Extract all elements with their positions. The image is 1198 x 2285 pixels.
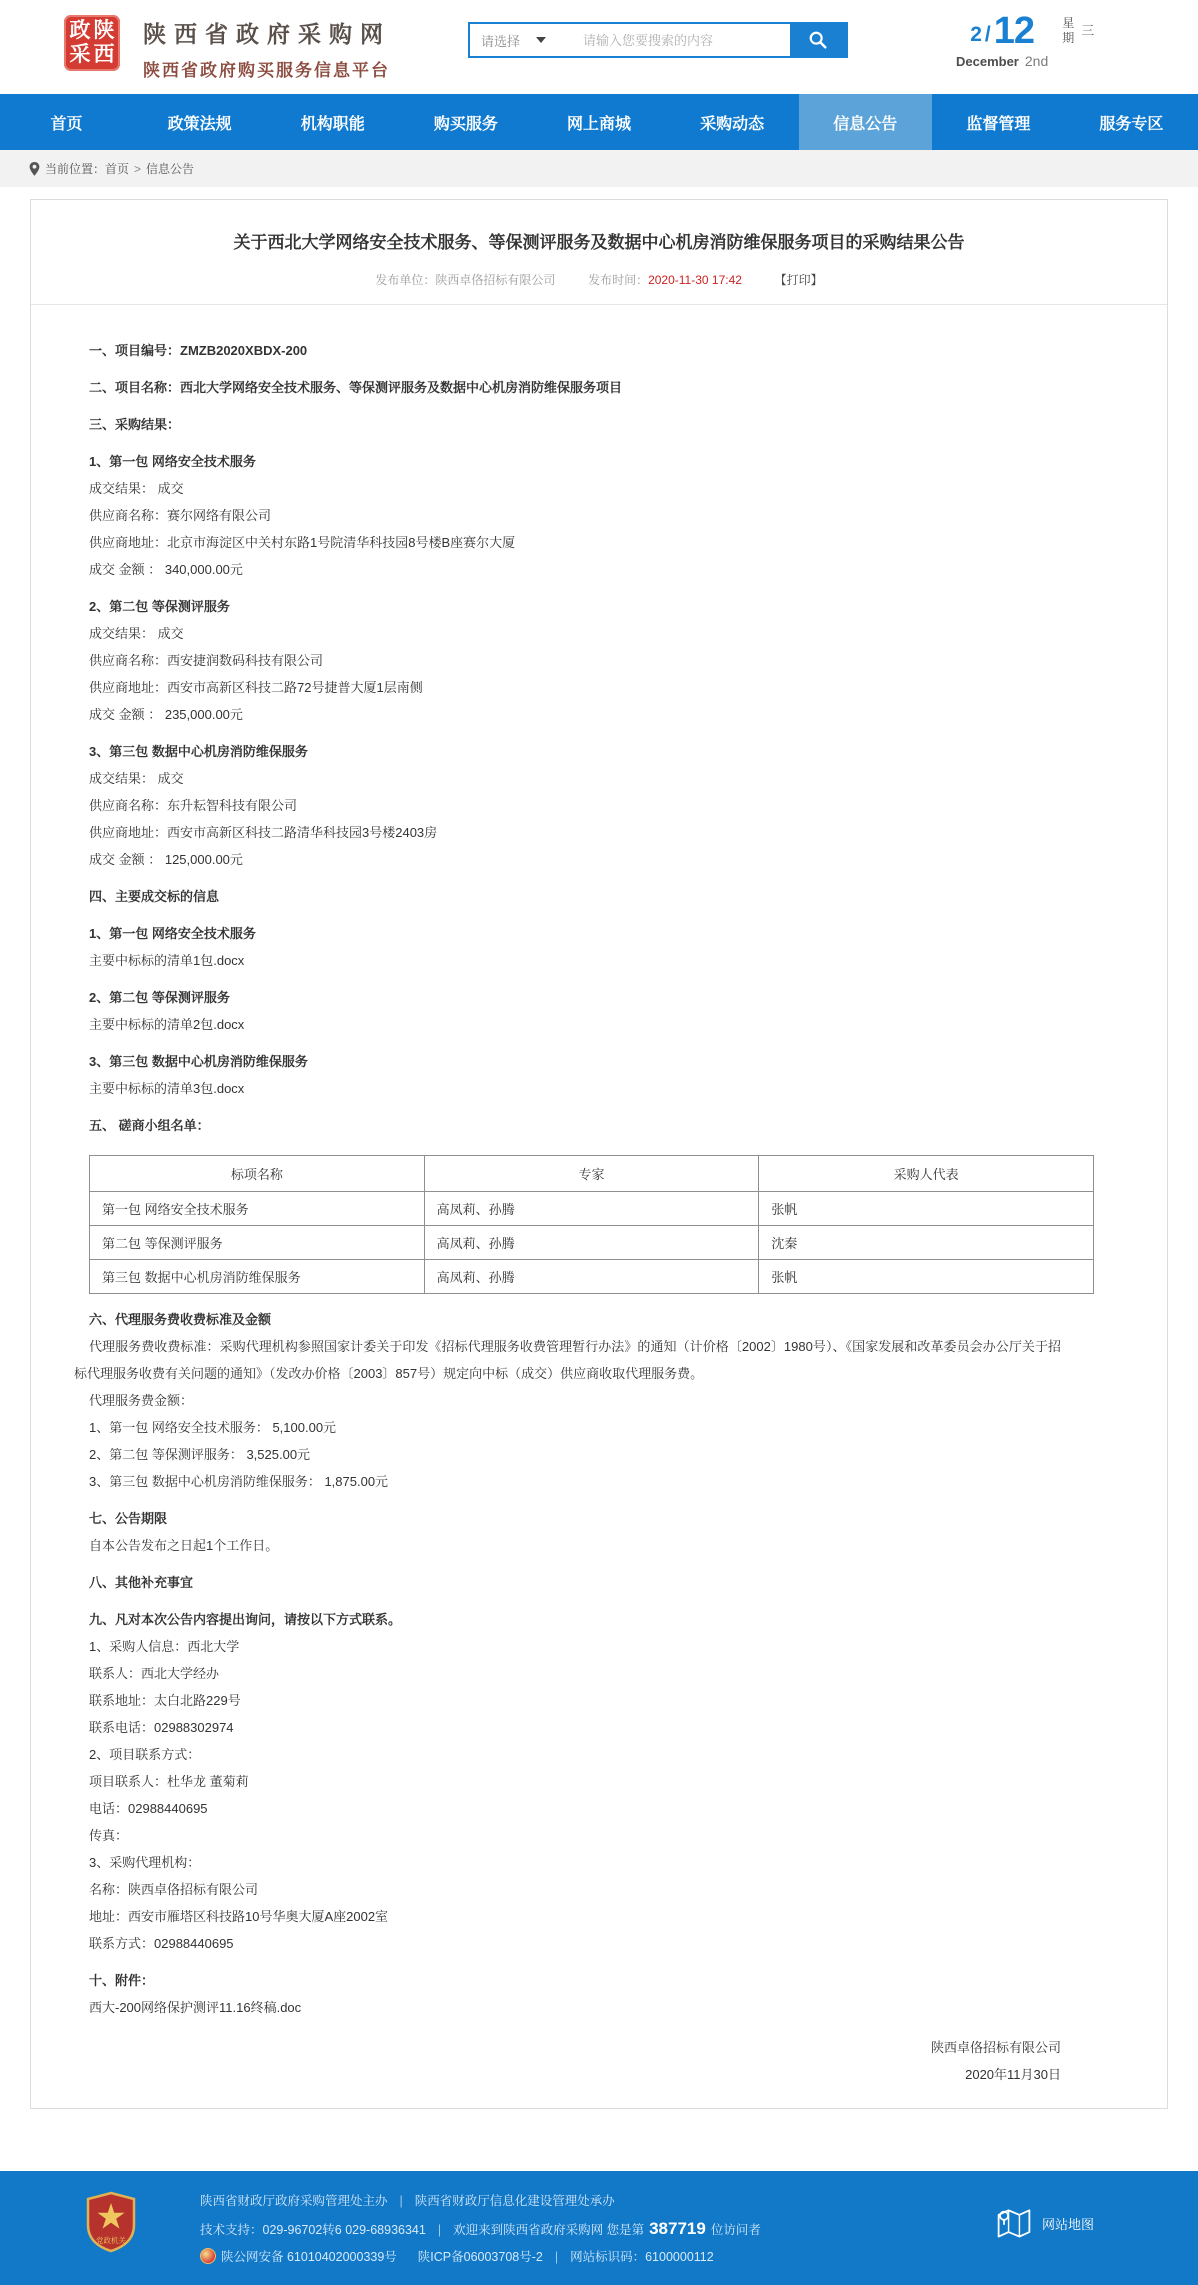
- article-section-after-table: [74, 1306, 1061, 2021]
- article-paragraph: 七、公告期限: [89, 1511, 168, 1526]
- article-paragraph: 地址：西安市雁塔区科技路10号华奥大厦A座2002室: [89, 1909, 389, 1924]
- nav-item[interactable]: [666, 94, 799, 150]
- police-filing-link[interactable]: 陕公网安备 61010402000339号: [221, 2250, 397, 2264]
- article-paragraph: 2、第二包 等保测评服务： 3,525.00元: [89, 1447, 311, 1462]
- nav-item-label: 信息公告: [833, 115, 898, 133]
- article-paragraph: 1、第一包 网络安全技术服务: [89, 926, 256, 941]
- footer-text: [200, 2188, 761, 2271]
- article-paragraph[interactable]: 西大-200网络保护测评11.16终稿.doc: [89, 2000, 302, 2015]
- article-paragraph: 成交 金额 ： 340,000.00元: [89, 562, 243, 577]
- article-paragraph: 联系人：西北大学经办: [89, 1666, 220, 1681]
- logo-char[interactable]: 政: [69, 19, 91, 42]
- table-row: [90, 1226, 1094, 1260]
- article-paragraph: 自本公告发布之日起1个工作日。: [89, 1538, 279, 1553]
- nav-item[interactable]: [1065, 94, 1198, 150]
- nav-item[interactable]: [0, 94, 133, 150]
- signature-date: 2020年11月30日: [965, 2067, 1061, 2082]
- police-badge-icon: [200, 2248, 216, 2264]
- article-paragraph: 2、第二包 等保测评服务: [89, 599, 230, 614]
- article-paragraph: 电话：02988440695: [89, 1801, 208, 1816]
- article-paragraph: 1、采购人信息：西北大学: [89, 1639, 240, 1654]
- print-button[interactable]: 【打印】: [774, 273, 823, 287]
- breadcrumb-current[interactable]: 信息公告: [146, 162, 195, 176]
- breadcrumb-home-link[interactable]: 首页: [105, 162, 130, 176]
- article-paragraph: 四、主要成交标的信息: [89, 889, 220, 904]
- search-box: [468, 22, 848, 58]
- date-slash: /: [984, 23, 991, 46]
- location-pin-icon: [29, 162, 40, 176]
- article-paragraph: 供应商地址：北京市海淀区中关村东路1号院清华科技园8号楼B座赛尔大厦: [89, 535, 516, 550]
- date-weekday: [1062, 16, 1094, 46]
- article-paragraph: 联系地址：太白北路229号: [89, 1693, 241, 1708]
- breadcrumb: [0, 150, 1198, 187]
- article-paragraph[interactable]: 主要中标标的清单1包.docx: [89, 953, 245, 968]
- table-row: [90, 1192, 1094, 1226]
- nav-item[interactable]: [799, 94, 932, 150]
- footer-welcome-suffix: 位访问者: [710, 2223, 761, 2237]
- article-paragraph: 一、项目编号：ZMZB2020XBDX-200: [89, 343, 308, 358]
- article-paragraph: 3、采购代理机构：: [89, 1855, 201, 1870]
- article-paragraph: 1、第一包 网络安全技术服务: [89, 454, 256, 469]
- article-paragraph: 成交结果： 成交: [89, 481, 184, 496]
- article-paragraph: 供应商地址：西安市高新区科技二路72号捷普大厦1层南侧: [89, 680, 423, 695]
- site-code: 网站标识码：6100000112: [570, 2250, 714, 2264]
- signature-block: [74, 2034, 1061, 2088]
- government-emblem-icon[interactable]: [84, 2191, 138, 2258]
- nav-item[interactable]: [932, 94, 1065, 150]
- article-paragraph: 供应商名称：赛尔网络有限公司: [89, 508, 272, 523]
- article-paragraph: 代理服务费收费标准：采购代理机构参照国家计委关于印发《招标代理服务收费管理暂行办法》的通知（计价格〔2002〕1980号）、《国家发展和改革委员会办公厅关于招标代理服务收费有关问题的通知》（发改办价格〔2003〕857号）规定向中标（成交）供应商收取代理服务费。: [74, 1339, 1061, 1381]
- logo-char[interactable]: 采: [69, 43, 91, 66]
- article-paragraph: 成交结果： 成交: [89, 626, 184, 641]
- nav-item-label: 首页: [50, 115, 83, 133]
- weekday-number: 三: [1081, 23, 1095, 38]
- site-titles: [143, 16, 391, 81]
- footer-line-organizers: 陕西省财政厅政府采购管理处主办 | 陕西省财政厅信息化建设管理处承办: [200, 2194, 615, 2208]
- date-ordinal: 2nd: [1024, 53, 1049, 69]
- article-paragraph: 二、项目名称：西北大学网络安全技术服务、等保测评服务及数据中心机房消防维保服务项目: [89, 380, 623, 395]
- weekday-char[interactable]: 期: [1062, 31, 1075, 45]
- publish-time-label: 发布时间：: [588, 273, 649, 287]
- article-paragraph[interactable]: 主要中标标的清单2包.docx: [89, 1017, 245, 1032]
- article-section-before-table: [74, 337, 1061, 1139]
- article-paragraph: 供应商地址：西安市高新区科技二路清华科技园3号楼2403房: [89, 825, 438, 840]
- article-paragraph: 联系电话：02988302974: [89, 1720, 234, 1735]
- logo-char[interactable]: 陕: [93, 19, 115, 42]
- article-paragraph: 3、第三包 数据中心机房消防维保服务: [89, 744, 308, 759]
- main-nav: [0, 94, 1198, 150]
- site-title: 陕西省政府采购网: [143, 21, 391, 47]
- date-day: 2: [970, 23, 982, 46]
- nav-item-label: 监督管理: [966, 115, 1031, 133]
- article-paragraph: 六、代理服务费收费标准及金额: [89, 1312, 272, 1327]
- search-button[interactable]: [790, 24, 846, 56]
- sitemap-button[interactable]: [994, 2204, 1094, 2242]
- nav-item-label: 政策法规: [167, 115, 232, 133]
- date-widget: [956, 12, 1094, 69]
- logo-char[interactable]: 西: [93, 43, 115, 66]
- article-paragraph: 九、凡对本次公告内容提出询问，请按以下方式联系。: [89, 1612, 402, 1627]
- footer-organizer-link[interactable]: 陕西省财政厅政府采购管理处主办: [200, 2194, 388, 2208]
- article-paragraph: 传真：: [89, 1828, 129, 1843]
- article-meta: [71, 271, 1127, 288]
- article-paragraph: 十、附件：: [89, 1973, 155, 1988]
- date-month-name: December: [956, 54, 1019, 69]
- nav-item-label: 网上商城: [566, 115, 631, 133]
- publisher-label: 发布单位：: [375, 273, 436, 287]
- table-row: [90, 1260, 1094, 1294]
- article-paragraph: 2、项目联系方式：: [89, 1747, 201, 1762]
- article-paragraph: 三、采购结果：: [89, 417, 181, 432]
- site-subtitle: 陕西省政府购买服务信息平台: [143, 61, 390, 80]
- nav-item-label: 购买服务: [433, 115, 498, 133]
- footer-tech-support: 技术支持：029-96702转6 029-68936341: [200, 2223, 426, 2237]
- footer-line-support: 技术支持：029-96702转6 029-68936341 | 欢迎来到陕西省政府采购网 您是第 387719 位访问者: [200, 2219, 761, 2238]
- search-category-select[interactable]: [470, 24, 573, 56]
- site-footer: [0, 2171, 1198, 2285]
- site-header: [0, 0, 1198, 94]
- weekday-char[interactable]: 星: [1062, 16, 1075, 30]
- article-paragraph: 五、 磋商小组名单：: [89, 1118, 210, 1133]
- article-paragraph: 名称：陕西卓佫招标有限公司: [89, 1882, 259, 1897]
- article-paragraph: 成交 金额 ： 235,000.00元: [89, 707, 243, 722]
- search-icon: [808, 30, 828, 50]
- article-paragraph: 3、第三包 数据中心机房消防维保服务: [89, 1054, 308, 1069]
- cell-purchaser-representative: 张帆: [759, 1260, 1094, 1294]
- article-paragraph: 成交结果： 成交: [89, 771, 184, 786]
- cell-package-name: 第二包 等保测评服务: [90, 1226, 425, 1260]
- committee-table: [89, 1155, 1094, 1294]
- nav-item-label: 服务专区: [1099, 115, 1164, 133]
- signature-company: 陕西卓佫招标有限公司: [930, 2040, 1061, 2055]
- nav-item[interactable]: [133, 94, 266, 150]
- search-select-label: 请选择: [481, 33, 521, 49]
- breadcrumb-prefix: 当前位置：: [45, 162, 106, 176]
- table-column-header[interactable]: 采购人代表: [759, 1156, 1094, 1192]
- emblem-label: 党政机关: [96, 2236, 126, 2245]
- cell-experts: 高凤莉、孙腾: [424, 1226, 759, 1260]
- nav-item[interactable]: [399, 94, 532, 150]
- date-month-number: 12: [993, 10, 1035, 52]
- sitemap-label: 网站地图: [1041, 2216, 1094, 2232]
- cell-purchaser-representative: 张帆: [759, 1192, 1094, 1226]
- article-paragraph: 3、第三包 数据中心机房消防维保服务： 1,875.00元: [89, 1474, 389, 1489]
- article-paragraph[interactable]: 主要中标标的清单3包.docx: [89, 1081, 245, 1096]
- footer-co-organizer-link[interactable]: 陕西省财政厅信息化建设管理处承办: [414, 2194, 615, 2208]
- search-input[interactable]: [573, 24, 790, 56]
- article-paragraph: 项目联系人：杜华龙 董菊莉: [89, 1774, 249, 1789]
- page-content: [0, 187, 1198, 2171]
- chevron-down-icon: [536, 37, 546, 43]
- article-body: [31, 305, 1167, 2108]
- table-column-header[interactable]: 标项名称: [90, 1156, 425, 1192]
- nav-item[interactable]: [532, 94, 665, 150]
- cell-package-name: 第一包 网络安全技术服务: [90, 1192, 425, 1226]
- cell-experts: 高凤莉、孙腾: [424, 1260, 759, 1294]
- table-column-header[interactable]: 专家: [424, 1156, 759, 1192]
- cell-package-name: 第三包 数据中心机房消防维保服务: [90, 1260, 425, 1294]
- article-paragraph: 2、第二包 等保测评服务: [89, 990, 230, 1005]
- icp-filing-link[interactable]: 陕ICP备06003708号-2: [417, 2250, 543, 2264]
- article-paragraph: 代理服务费金额：: [89, 1393, 194, 1408]
- nav-item[interactable]: [266, 94, 399, 150]
- article-paragraph: 供应商名称：西安捷润数码科技有限公司: [89, 653, 324, 668]
- article-paragraph: 1、第一包 网络安全技术服务： 5,100.00元: [89, 1420, 337, 1435]
- nav-item-label: 采购动态: [700, 115, 765, 133]
- article-paragraph: 供应商名称：东升耘智科技有限公司: [89, 798, 298, 813]
- article-header: [31, 200, 1167, 305]
- article-paragraph: 成交 金额 ： 125,000.00元: [89, 852, 243, 867]
- announcement-card: [30, 199, 1168, 2109]
- page-title: 关于西北大学网络安全技术服务、等保测评服务及数据中心机房消防维保服务项目的采购结果公告: [233, 233, 965, 252]
- article-paragraph: 联系方式：02988440695: [89, 1936, 234, 1951]
- nav-item-label: 机构职能: [300, 115, 365, 133]
- map-icon: [994, 2204, 1034, 2242]
- cell-experts: 高凤莉、孙腾: [424, 1192, 759, 1226]
- footer-line-filings: 陕公网安备 61010402000339号 陕ICP备06003708号-2 | 网站标识码：6100000112: [200, 2244, 761, 2271]
- article-paragraph: 八、其他补充事宜: [89, 1575, 194, 1590]
- site-logo[interactable]: [64, 15, 120, 71]
- publisher-value: 陕西卓佫招标有限公司: [435, 273, 556, 287]
- committee-table-header-row: [90, 1156, 1094, 1192]
- publish-time-value: 2020-11-30 17:42: [648, 273, 742, 287]
- breadcrumb-separator: >: [134, 161, 142, 176]
- visitor-count: 387719: [649, 2219, 706, 2238]
- footer-welcome-prefix: 欢迎来到陕西省政府采购网 您是第: [453, 2223, 645, 2237]
- cell-purchaser-representative: 沈秦: [759, 1226, 1094, 1260]
